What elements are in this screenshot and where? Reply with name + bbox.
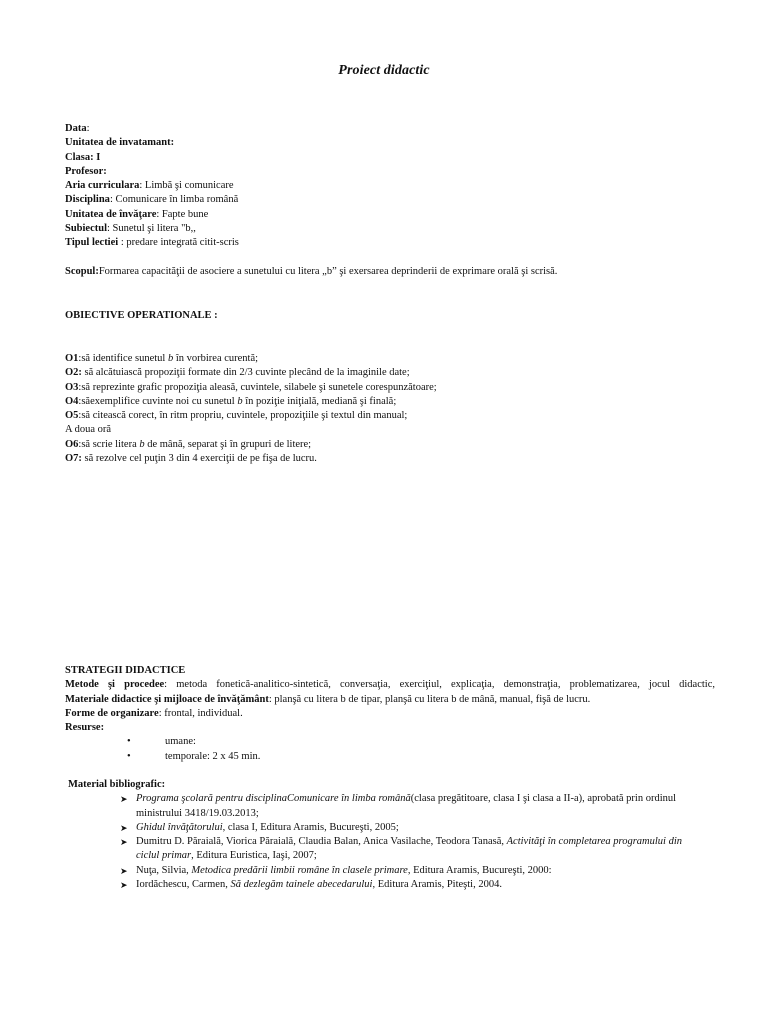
bibliography-item: ➤ Nuţa, Silvia, Metodica predării limbii române în clasele primare, Editura Aramis, Bucureşti, 2000: [68,864,714,878]
objective-item: O4:săexemplifice cuvinte noi cu sunetul b în poziţie iniţială, mediană şi finală; [65,395,397,407]
arrow-bullet-icon: ➤ [120,822,128,833]
objective-item: O6:să scrie litera b de mână, separat şi în grupuri de litere; [65,438,312,450]
bibliografie-section [68,778,714,892]
tipul-lectiei-line: Tipul lectiei : predare integrată citit-scris [65,237,239,249]
disciplina-line: Disciplina: Comunicare în limba română [65,194,239,206]
arrow-bullet-icon: ➤ [120,865,128,876]
list-item: • temporale: 2 x 45 min. [127,750,715,764]
objective-item: O7: să rezolve cel puţin 3 din 4 exerciţii de pe fişa de lucru. [65,453,317,465]
clasa-line: Clasa: I [65,151,101,163]
objective-item: O1:să identifice sunetul b în vorbirea curentă; [65,353,259,364]
unitatea-invatare-line: Unitatea de învăţare: Fapte bune [65,208,209,220]
profesor-line: Profesor: [65,165,107,177]
aria-line: Aria curriculara: Limbă şi comunicare [65,180,234,192]
objective-item: O2: să alcătuiască propoziţii formate din 2/3 cuvinte plecând de la imaginile date; [65,367,410,379]
data-line: Data: [65,123,90,134]
metode-line: Metode şi procedee: metoda fonetică-analitico-sintetică, conversaţia, exerciţiul, explicaţia, demonstraţia, problematizarea, jocul didactic, [65,679,715,691]
header-info [65,122,715,251]
scopul-section [65,265,715,279]
materiale-line: Materiale didactice şi mijloace de învăţământ: planşă cu litera b de tipar, planşă cu litera b de mână, manual, fişă de lucru. [65,693,591,705]
unitatea-line: Unitatea de invatamant: [65,137,175,149]
bullet-icon: • [127,750,131,762]
bibliography-item: ➤ Iordăchescu, Carmen, Să dezlegăm tainele abecedarului, Editura Aramis, Piteşti, 2004. [68,878,714,892]
arrow-bullet-icon: ➤ [120,880,128,891]
forme-line: Forme de organizare: frontal, individual. [65,707,243,719]
bullet-icon: • [127,736,131,748]
bibliography-item: ➤ Programa şcolară pentru disciplinaComunicare în limba română(clasa pregătitoare, clasa I şi clasa a II-a), aprobată prin ordinul ministrului 3418/19.03.2013; [120,793,677,819]
second-hour-label: A doua oră [65,424,112,436]
subiectul-line: Subiectul: Sunetul şi litera "b,, [65,223,196,235]
resurse-list [127,735,715,764]
arrow-bullet-icon: ➤ [120,837,128,848]
arrow-bullet-icon: ➤ [120,794,128,805]
obiective-heading-block [65,309,715,323]
strategii-section [65,664,715,764]
document-title: Proiect didactic [338,63,430,78]
obiective-heading: OBIECTIVE OPERATIONALE : [65,310,218,321]
bibliography-item: ➤ Ghidul învăţătorului, clasa I, Editura Aramis, Bucureşti, 2005; [68,821,714,835]
obiective-list [65,352,715,466]
scopul-line: Scopul:Formarea capacităţii de asociere a sunetului cu litera „b” şi exersarea deprinderii de exprimare orală şi scrisă. [65,266,558,277]
list-item: • umane: [127,735,715,749]
objective-item: O5:să citească corect, în ritm propriu, cuvintele, propoziţiile şi textul din manual; [65,410,408,422]
bibliography-item: ➤ Dumitru D. Păraială, Viorica Păraială, Claudia Balan, Anica Vasilache, Teodora Tanasă, Activităţi în completarea programului din ciclul primar, Editura Euristica, Iaşi, 2007; [120,836,683,862]
strategii-heading: STRATEGII DIDACTICE [65,665,186,676]
objective-item: O3:să reprezinte grafic propoziţia aleasă, cuvintele, silabele şi sunetele corespunzătoare; [65,381,437,393]
bibliografie-heading: Material bibliografic: [68,779,166,790]
resurse-line: Resurse: [65,722,105,734]
